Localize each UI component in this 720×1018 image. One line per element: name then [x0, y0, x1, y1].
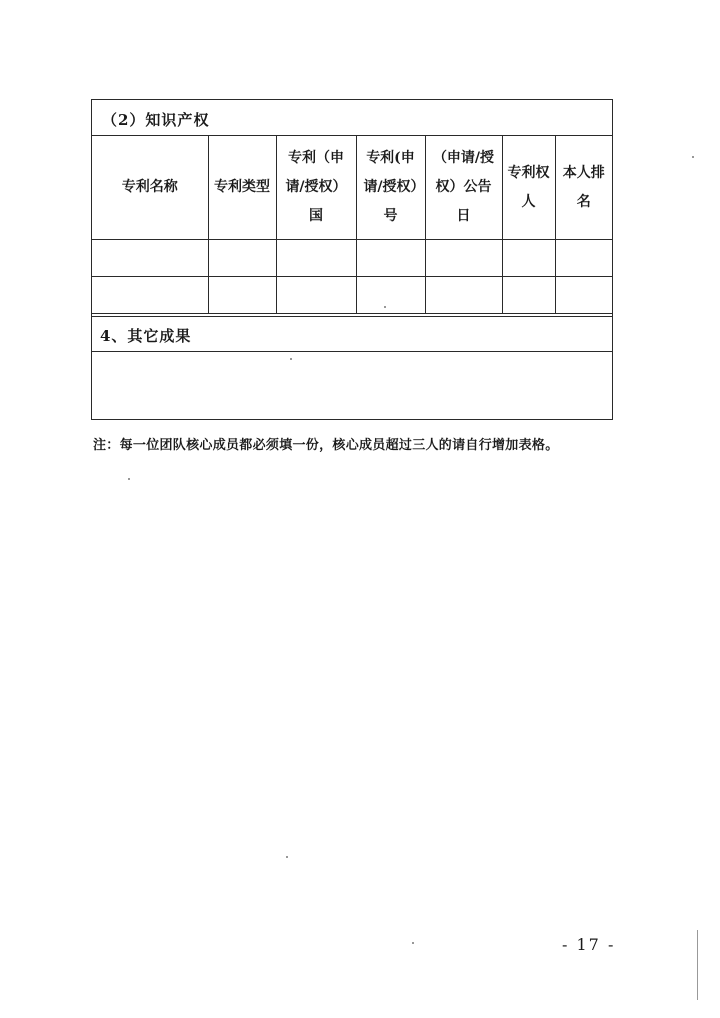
scan-speck: [286, 856, 288, 858]
page-number: - 17 -: [562, 935, 616, 954]
other-achievements-title: 4、其它成果: [92, 316, 612, 352]
patent-country-cell[interactable]: [276, 240, 356, 277]
scan-speck: [412, 942, 414, 944]
patent-table-header-row: [92, 136, 612, 240]
header-patent-name: 专利名称: [92, 136, 208, 240]
patent-number-cell[interactable]: [356, 240, 425, 277]
patent-table: [92, 136, 612, 314]
personal-rank-cell[interactable]: [555, 240, 612, 277]
patent-type-cell[interactable]: [208, 277, 276, 314]
header-patent-holder: 专利权人: [502, 136, 555, 240]
patent-holder-cell[interactable]: [502, 277, 555, 314]
table-row: [92, 240, 612, 277]
scan-speck: [692, 156, 694, 158]
scan-speck: [290, 358, 292, 360]
other-achievements-field[interactable]: [92, 352, 612, 419]
patent-name-cell[interactable]: [92, 277, 208, 314]
form-note: 注：每一位团队核心成员都必须填一份，核心成员超过三人的请自行增加表格。: [93, 438, 559, 453]
patent-holder-cell[interactable]: [502, 240, 555, 277]
patent-country-cell[interactable]: [276, 277, 356, 314]
announcement-date-cell[interactable]: [425, 240, 502, 277]
achievements-form: [91, 99, 613, 420]
header-patent-type: 专利类型: [208, 136, 276, 240]
header-announcement-date: （申请/授权）公告日: [425, 136, 502, 240]
table-row: [92, 277, 612, 314]
header-patent-number: 专利(申请/授权）号: [356, 136, 425, 240]
patent-number-cell[interactable]: [356, 277, 425, 314]
header-personal-rank: 本人排名: [555, 136, 612, 240]
scan-edge-mark: [697, 930, 698, 1000]
scan-speck: [384, 306, 386, 308]
announcement-date-cell[interactable]: [425, 277, 502, 314]
patent-type-cell[interactable]: [208, 240, 276, 277]
patent-name-cell[interactable]: [92, 240, 208, 277]
personal-rank-cell[interactable]: [555, 277, 612, 314]
header-patent-country: 专利（申请/授权）国: [276, 136, 356, 240]
scan-speck: [128, 478, 130, 480]
ip-section-title: （2）知识产权: [92, 100, 612, 136]
